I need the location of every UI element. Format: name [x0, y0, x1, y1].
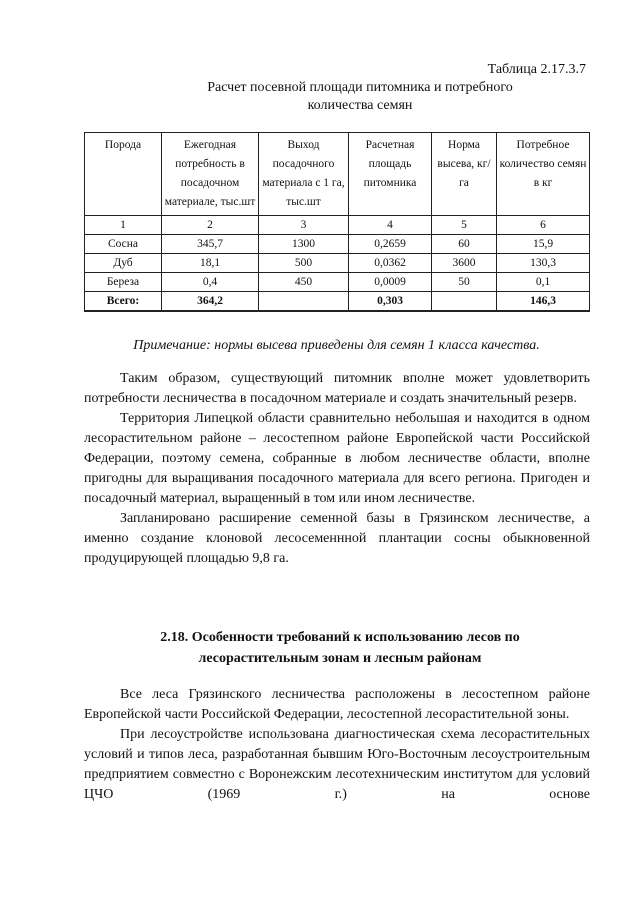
column-number: 6	[497, 216, 590, 235]
table-total-row	[85, 292, 590, 312]
total-cell	[432, 292, 497, 312]
table-cell: 18,1	[162, 254, 259, 273]
total-cell	[259, 292, 349, 312]
text-block-1	[84, 369, 590, 569]
table-cell: 15,9	[497, 235, 590, 254]
table-cell: 0,4	[162, 273, 259, 292]
table-cell: 345,7	[162, 235, 259, 254]
column-number: 1	[85, 216, 162, 235]
column-number-row	[85, 216, 590, 235]
table-header-row	[85, 133, 590, 216]
paragraph: Запланировано расширение семенной базы в Грязинском лесничестве, а именно создание клоновой лесосеменнной плантации сосны обыкновенной продуцирующей площадью 9,8 га.	[84, 511, 590, 566]
total-cell: Всего:	[85, 292, 162, 312]
section-heading-line-2: лесорастительным зонам и лесным районам	[198, 651, 482, 666]
table-cell: 3600	[432, 254, 497, 273]
table-row	[85, 235, 590, 254]
table-cell: 500	[259, 254, 349, 273]
table-cell: 0,1	[497, 273, 590, 292]
table-note: Примечание: нормы высева приведены для семян 1 класса качества.	[133, 338, 540, 353]
table-cell: 1300	[259, 235, 349, 254]
paragraph: Таким образом, существующий питомник вполне может удовлетворить потребности лесничества в посадочном материале и создать значительный резерв.	[84, 371, 590, 406]
header-cell: Ежегодная потребность в посадочном материале, тыс.шт	[162, 133, 259, 216]
table-cell: 0,0009	[349, 273, 432, 292]
text-block-2	[84, 685, 590, 805]
header-cell: Порода	[85, 133, 162, 216]
table-cell: 450	[259, 273, 349, 292]
paragraph: Территория Липецкой области сравнительно небольшая и находится в одном лесорастительном районе – лесостепном районе Европейской части Российской Федерации, поэтому семена, собранные в любом лесничестве области, вполне пригодны для выращивания посадочного материала для всего региона. Пригоден и посадочный материал, выращенный в том или ином лесничестве.	[84, 411, 590, 506]
table-cell: 0,2659	[349, 235, 432, 254]
header-cell: Выход посадочного материала с 1 га, тыс.шт	[259, 133, 349, 216]
table-row	[85, 273, 590, 292]
column-number: 3	[259, 216, 349, 235]
paragraph: При лесоустройстве использована диагностическая схема лесорастительных условий и типов леса, разработанная бывшим Юго-Восточным лесоустроительным предприятием совместно с Воронежским лесотехническим институтом для условий ЦЧО (1969 г.) на основе	[84, 727, 590, 802]
table-title-line-2: количества семян	[307, 98, 413, 113]
table-cell: Сосна	[85, 235, 162, 254]
table-cell: Береза	[85, 273, 162, 292]
header-cell: Расчетная площадь питомника	[349, 133, 432, 216]
total-cell: 364,2	[162, 292, 259, 312]
paragraph: Все леса Грязинского лесничества расположены в лесостепном районе Европейской части Российской Федерации, лесостепной лесорастительной зоны.	[84, 687, 590, 722]
seeding-table	[84, 132, 590, 312]
header-cell: Норма высева, кг/га	[432, 133, 497, 216]
column-number: 5	[432, 216, 497, 235]
total-cell: 146,3	[497, 292, 590, 312]
section-heading-line-1: 2.18. Особенности требований к использованию лесов по	[160, 630, 520, 645]
table-cell: 50	[432, 273, 497, 292]
column-number: 4	[349, 216, 432, 235]
table-cell: 130,3	[497, 254, 590, 273]
table-cell: 0,0362	[349, 254, 432, 273]
table-cell: 60	[432, 235, 497, 254]
section-heading	[110, 627, 570, 669]
total-cell: 0,303	[349, 292, 432, 312]
table-title	[150, 79, 570, 115]
table-title-line-1: Расчет посевной площади питомника и потребного	[207, 80, 513, 95]
table-label: Таблица 2.17.3.7	[487, 62, 586, 77]
header-cell: Потребное количество семян в кг	[497, 133, 590, 216]
table-row	[85, 254, 590, 273]
table-cell: Дуб	[85, 254, 162, 273]
column-number: 2	[162, 216, 259, 235]
